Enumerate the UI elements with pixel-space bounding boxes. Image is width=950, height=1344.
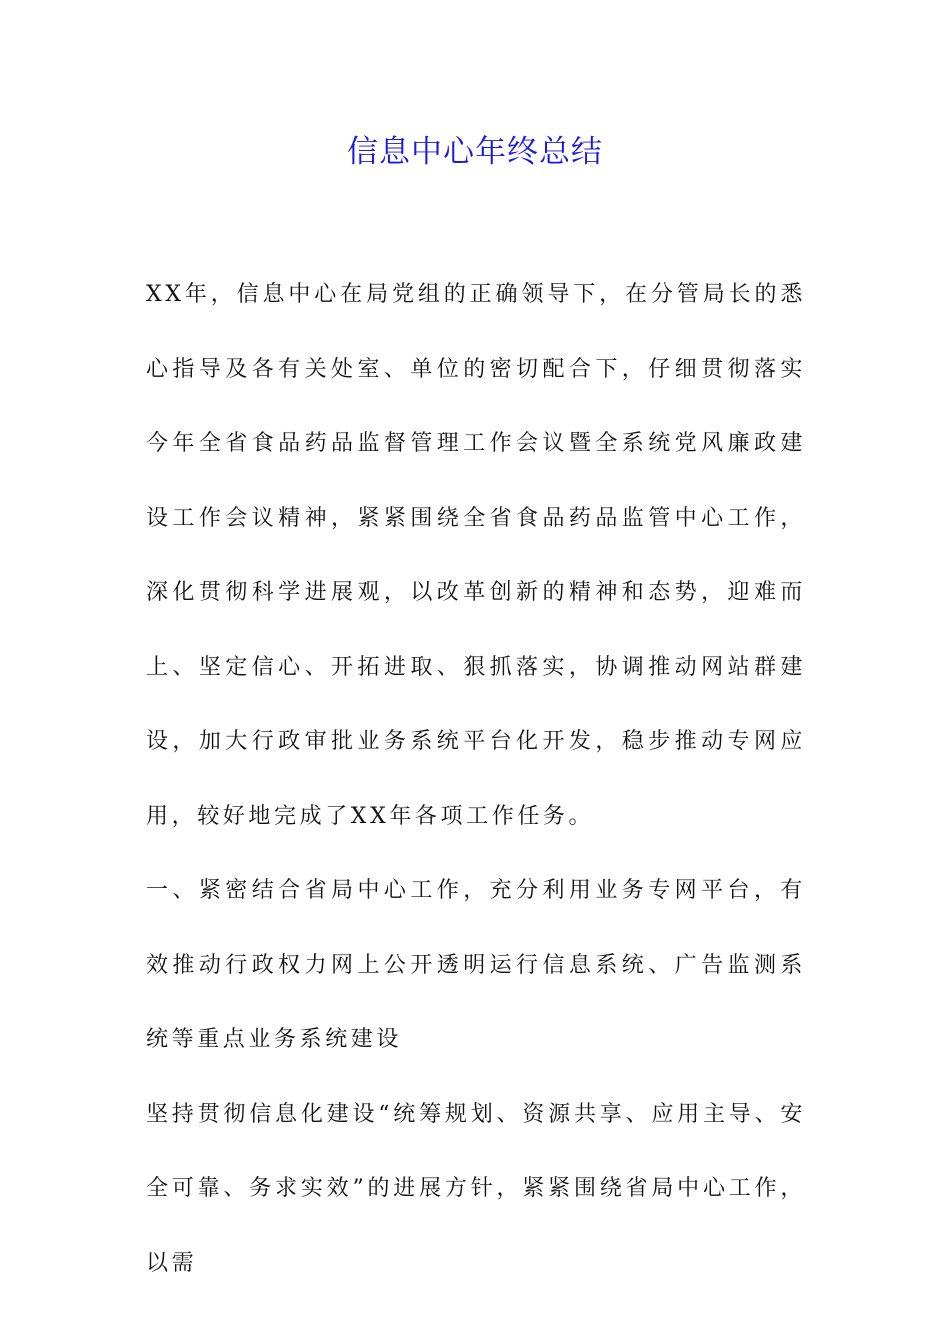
section-heading-1: 一、紧密结合省局中心工作，充分利用业务专网平台，有效推动行政权力网上公开透明运行信息系统、广告监测系统等重点业务系统建设: [146, 878, 806, 1052]
document-body: [146, 258, 806, 1301]
paragraph-intro: XX年，信息中心在局党组的正确领导下，在分管局长的悉心指导及各有关处室、单位的密切配合下，仔细贯彻落实今年全省食品药品监督管理工作会议暨全系统党风廉政建设工作会议精神，紧紧围绕全省食品药品监管中心工作，深化贯彻科学进展观，以改革创新的精神和态势，迎难而上、坚定信心、开拓进取、狠抓落实，协调推动网站群建设，加大行政审批业务系统平台化开发，稳步推动专网应用，较好地完成了XX年各项工作任务。: [146, 282, 806, 829]
document-title: 信息中心年终总结: [347, 134, 603, 170]
paragraph-section-1: 坚持贯彻信息化建设“统筹规划、资源共享、应用主导、安全可靠、务求实效”的进展方针，紧紧围绕省局中心工作，以需: [146, 1101, 806, 1276]
